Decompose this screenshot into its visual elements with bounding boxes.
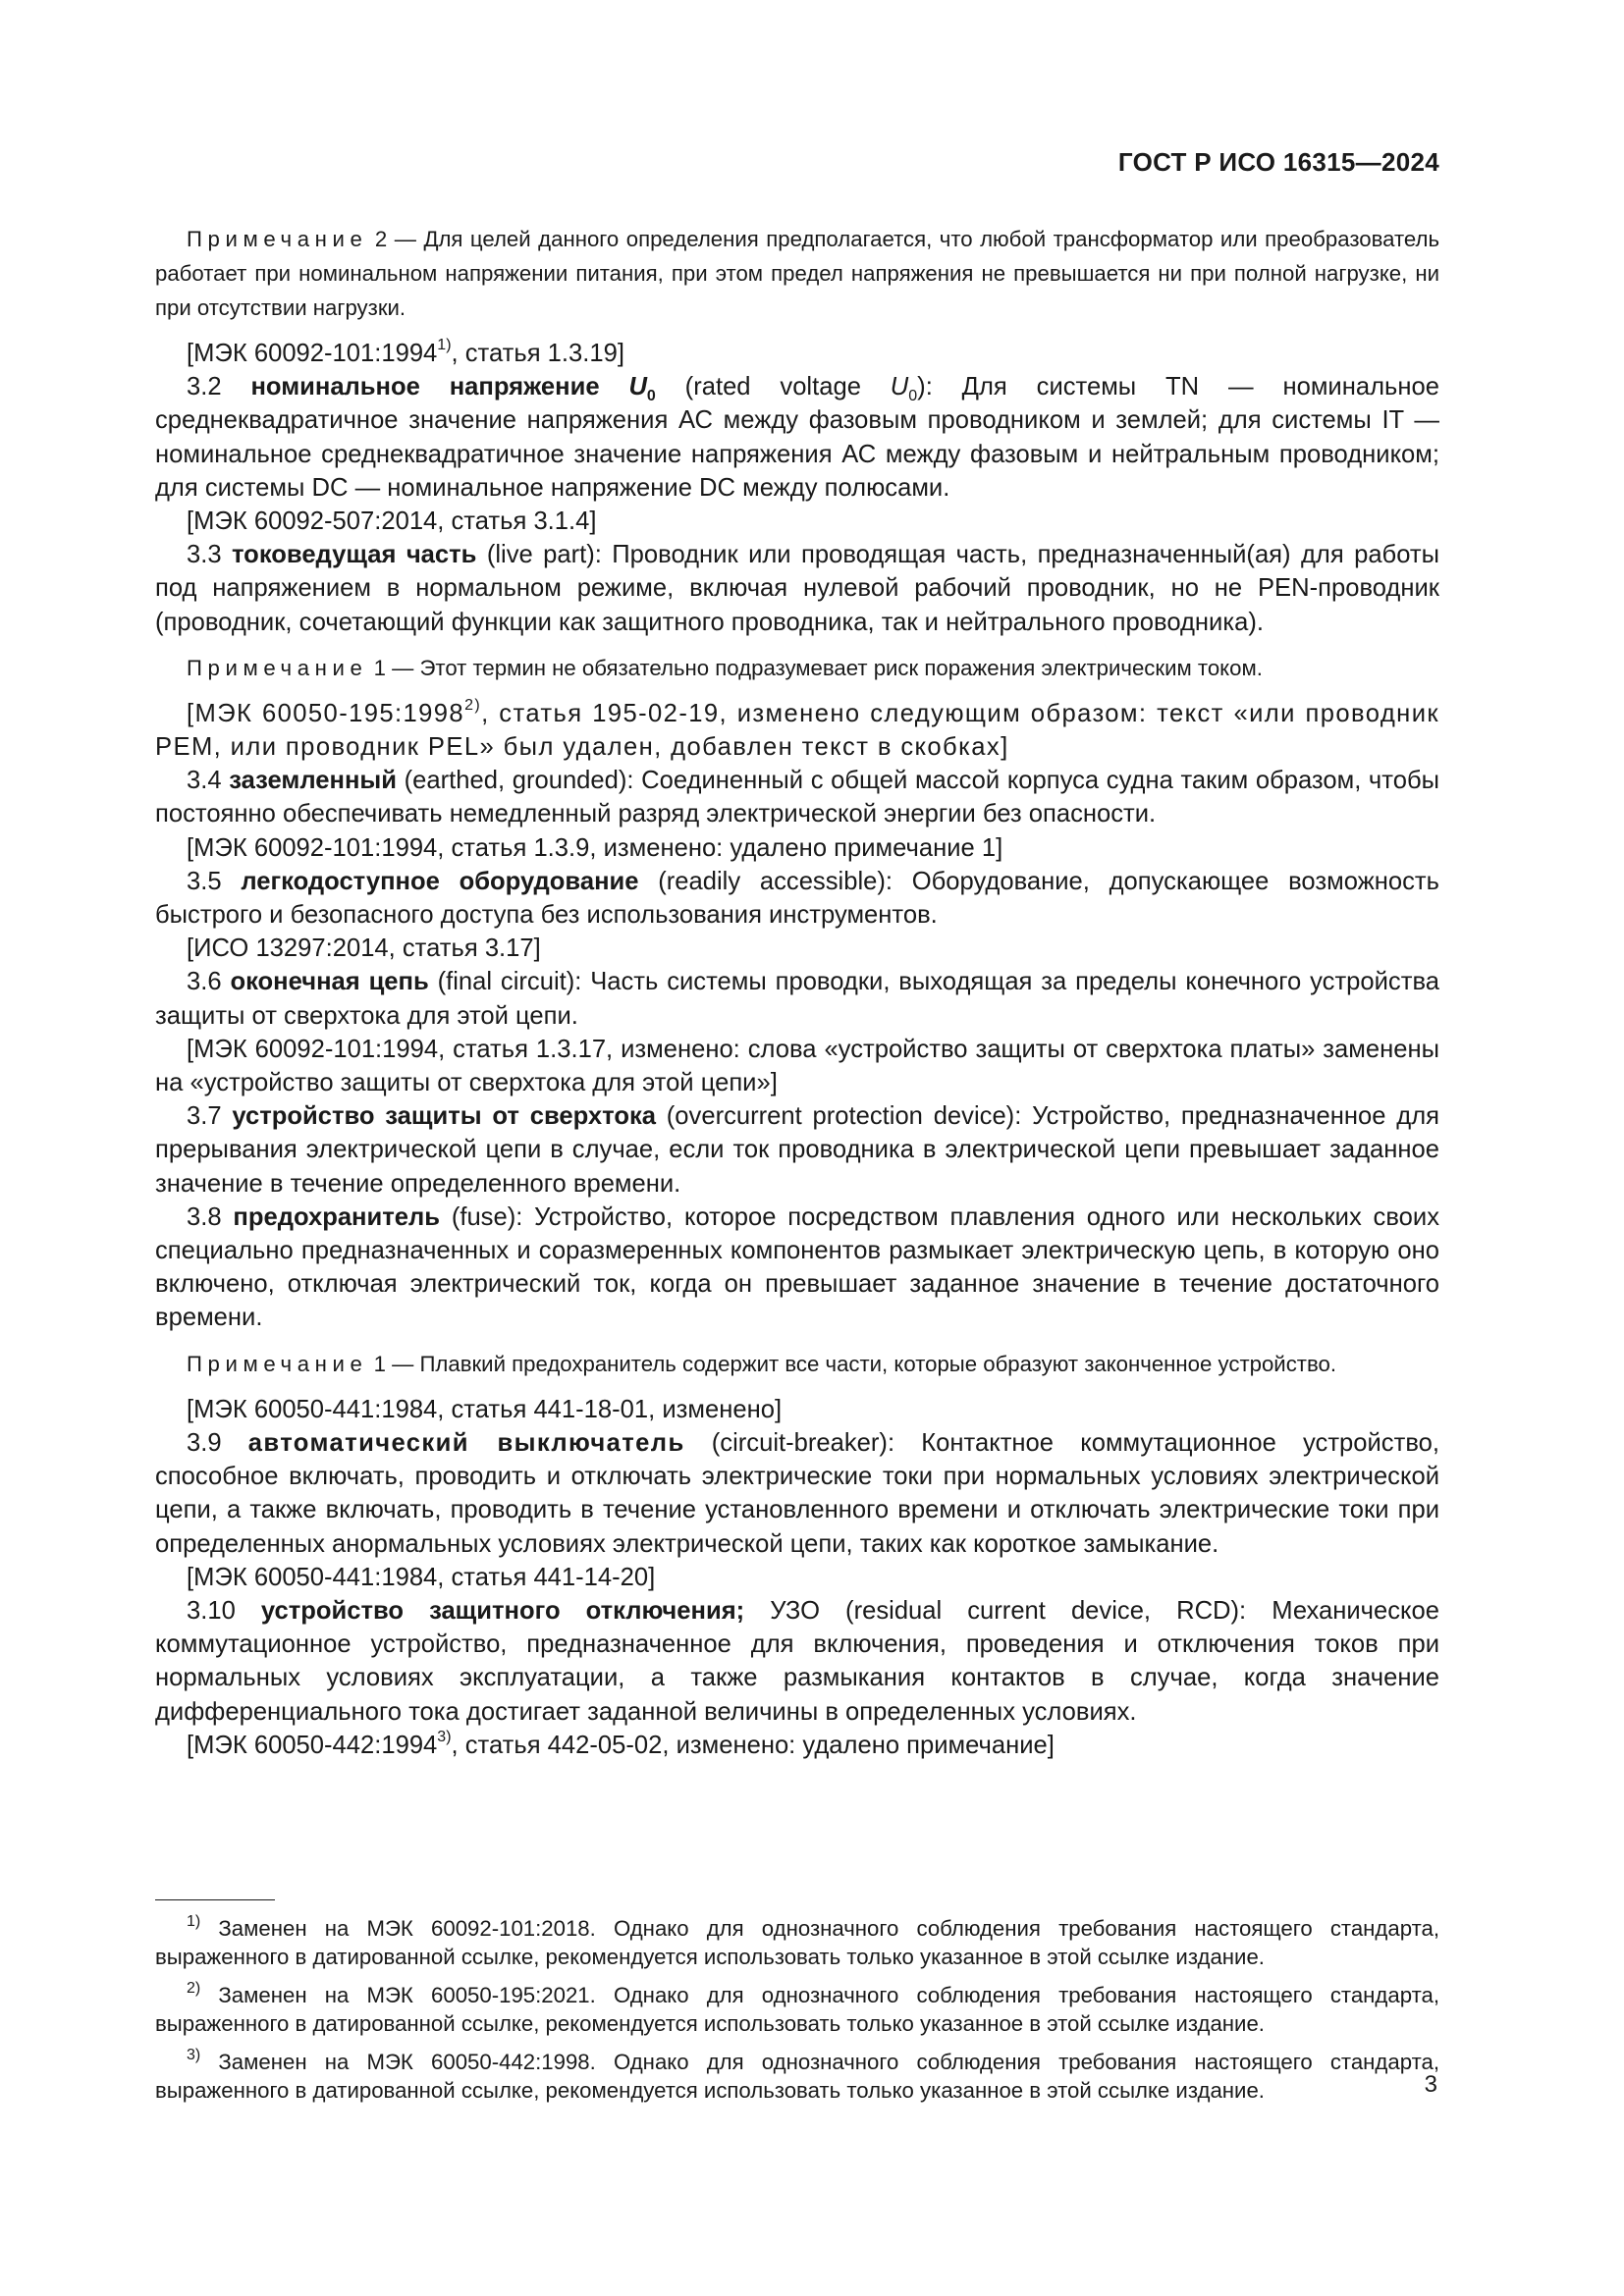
note-text: 1 — Этот термин не обязательно подразумевает риск поражения электрическим током. — [367, 655, 1263, 680]
clause-number: 3.6 — [187, 968, 231, 996]
footnote-text: Заменен на МЭК 60092-101:2018. Однако для однозначного соблюдения требования настоящего стандарта, выраженного в датированной ссылке, рекомендуется использовать только указанное в этой ссылке издание. — [155, 1916, 1439, 1969]
note-text: 1 — Плавкий предохранитель содержит все части, которые образуют законченное устройство. — [367, 1351, 1336, 1376]
footnote-marker[interactable]: 3) — [437, 1729, 452, 1746]
reference-text: , статья 442-05-02, изменено: удалено примечание] — [451, 1731, 1055, 1759]
definition-3-6 — [155, 965, 1439, 1032]
footnote-mark: 1) — [187, 1912, 201, 1930]
reference-text: [МЭК 60050-442:1994 — [187, 1731, 438, 1759]
definition-3-7 — [155, 1099, 1439, 1201]
source-reference: [МЭК 60092-101:1994, статья 1.3.17, изменено: слова «устройство защиты от сверхтока платы» заменены на «устройство защиты от сверхтока для этой цепи»] — [155, 1035, 1439, 1097]
reference-text: , статья 1.3.19] — [451, 340, 624, 367]
definition-text: (fuse): Устройство, которое посредством плавления одного или нескольких своих специально предназначенных и соразмеренных компонентов размыкает электрическую цепь, в которую оно включено, отключая электрический ток, когда он превышает заданное значение в течение достаточного времени. — [155, 1202, 1439, 1332]
note-label: Примечание — [187, 1351, 368, 1376]
source-reference: [ИСО 13297:2014, статья 3.17] — [187, 934, 541, 963]
clause-number: 3.4 — [187, 767, 230, 795]
definition-3-9 — [155, 1426, 1439, 1561]
note-paragraph — [155, 1347, 1439, 1381]
english-symbol-subscript: 0 — [908, 388, 918, 405]
page-body — [155, 222, 1439, 1762]
reference-text: [МЭК 60092-101:1994 — [187, 340, 438, 367]
clause-number: 3.5 — [187, 867, 242, 895]
definition-text: (live part): Проводник или проводящая часть, предназначенный(ая) для работы под напряжением в нормальном режиме, включая нулевой рабочий проводник, но не PEN-проводник (проводник, сочетающий функции как защитного проводника, так и нейтрального проводника). — [155, 541, 1439, 636]
footnote — [155, 1914, 1439, 1971]
term: устройство защитного отключения; — [260, 1596, 745, 1625]
definition-text: (earthed, grounded): Соединенный с общей массой корпуса судна таким образом, чтобы постоянно обеспечивать немедленный разряд электрической энергии без опасности. — [155, 767, 1439, 828]
footnote — [155, 1981, 1439, 2038]
footnote — [155, 2048, 1439, 2105]
footnote-mark: 3) — [187, 2046, 201, 2063]
term: предохранитель — [233, 1202, 441, 1231]
source-reference: [МЭК 60050-441:1984, статья 441-18-01, изменено] — [187, 1395, 783, 1423]
source-reference — [155, 697, 1439, 764]
term: устройство защиты от сверхтока — [232, 1102, 656, 1131]
clause-number: 3.3 — [187, 541, 232, 569]
source-reference: [МЭК 60050-441:1984, статья 441-14-20] — [187, 1563, 656, 1591]
standard-header: ГОСТ Р ИСО 16315—2024 — [1117, 147, 1439, 177]
term: заземленный — [229, 767, 398, 795]
definition-3-4 — [155, 764, 1439, 830]
term: оконечная цепь — [230, 968, 429, 996]
footnote-marker[interactable]: 1) — [437, 337, 452, 354]
page-number: 3 — [1424, 2071, 1437, 2098]
definition-3-10 — [155, 1594, 1439, 1729]
english-term-end: ): — [917, 373, 933, 401]
definition-text: (final circuit): Часть системы проводки, выходящая за пределы конечного устройства защиты от сверхтока для этой цепи. — [155, 968, 1439, 1030]
note-label: Примечание — [187, 655, 368, 680]
source-reference: [МЭК 60092-101:1994, статья 1.3.9, изменено: удалено примечание 1] — [187, 833, 1003, 862]
note-paragraph — [155, 651, 1439, 685]
clause-number: 3.8 — [187, 1202, 234, 1231]
term-symbol-subscript: 0 — [646, 388, 656, 405]
footnote-divider — [155, 1899, 275, 1900]
english-term: (rated voltage — [655, 373, 891, 401]
definition-3-2 — [155, 370, 1439, 505]
definition-3-8 — [155, 1201, 1439, 1335]
note-text: 2 — Для целей данного определения предполагается, что любой трансформатор или преобразователь работает при номинальном напряжении питания, при этом предел напряжения не превышается ни при полной нагрузке, ни при отсутствии нагрузки. — [155, 227, 1439, 320]
definition-3-3 — [155, 538, 1439, 639]
definition-text: Для системы TN — номинальное среднеквадратичное значение напряжения АС между фазовым проводником и землей; для системы IT — номинальное среднеквадратичное значение напряжения АС между фазовым и нейтральным проводником; для системы DC — номинальное напряжение DC между полюсами. — [155, 373, 1439, 502]
term: токоведущая часть — [231, 541, 477, 569]
definition-text: УЗО (residual current device, RCD): Механическое коммутационное устройство, предназначенное для включения, проведения и отключения токов при нормальных условиях эксплуатации, а также размыкания контактов в случае, когда значение дифференциального тока достигает заданной величины в определенных условиях. — [155, 1596, 1439, 1726]
clause-number: 3.10 — [187, 1596, 261, 1625]
clause-number: 3.7 — [187, 1102, 233, 1131]
footnotes — [155, 1914, 1439, 2114]
source-reference — [155, 1729, 1439, 1762]
term: легкодоступное оборудование — [241, 867, 639, 895]
term: автоматический выключатель — [247, 1428, 685, 1457]
term-symbol: U — [628, 373, 647, 401]
reference-text: [МЭК 60050-195:1998 — [187, 699, 465, 727]
definition-text: (overcurrent protection device): Устройство, предназначенное для прерывания электрической цепи в случае, если ток проводника в электрической цепи превышает заданное значение в течение определенного времени. — [155, 1102, 1439, 1198]
footnote-marker[interactable]: 2) — [464, 697, 482, 715]
reference-text: , статья 195-02-19, изменено следующим образом: текст «или проводник PEM, или проводник PEL» был удален, добавлен текст в скобках] — [155, 699, 1440, 762]
definition-text: (circuit-breaker): Контактное коммутационное устройство, способное включать, проводить и отключать электрические токи при нормальных условиях электрической цепи, а также включать, проводить в течение установленного времени и отключать электрические токи при определенных анормальных условиях электрической цепи, таких как короткое замыкание. — [155, 1428, 1439, 1558]
source-reference: [МЭК 60092-507:2014, статья 3.1.4] — [187, 507, 597, 536]
footnote-mark: 2) — [187, 1979, 201, 1997]
clause-number: 3.9 — [187, 1428, 248, 1457]
note-label: Примечание — [187, 227, 368, 251]
source-reference — [155, 337, 1439, 370]
footnote-text: Заменен на МЭК 60050-442:1998. Однако для однозначного соблюдения требования настоящего стандарта, выраженного в датированной ссылке, рекомендуется использовать только указанное в этой ссылке издание. — [155, 2050, 1439, 2103]
definition-3-5 — [155, 865, 1439, 932]
footnote-text: Заменен на МЭК 60050-195:2021. Однако для однозначного соблюдения требования настоящего стандарта, выраженного в датированной ссылке, рекомендуется использовать только указанное в этой ссылке издание. — [155, 1983, 1439, 2036]
note-paragraph — [155, 222, 1439, 325]
term: номинальное напряжение — [250, 373, 629, 401]
definition-text: (readily accessible): Оборудование, допускающее возможность быстрого и безопасного доступа без использования инструментов. — [155, 867, 1439, 930]
clause-number: 3.2 — [187, 373, 251, 401]
english-symbol: U — [890, 373, 909, 401]
